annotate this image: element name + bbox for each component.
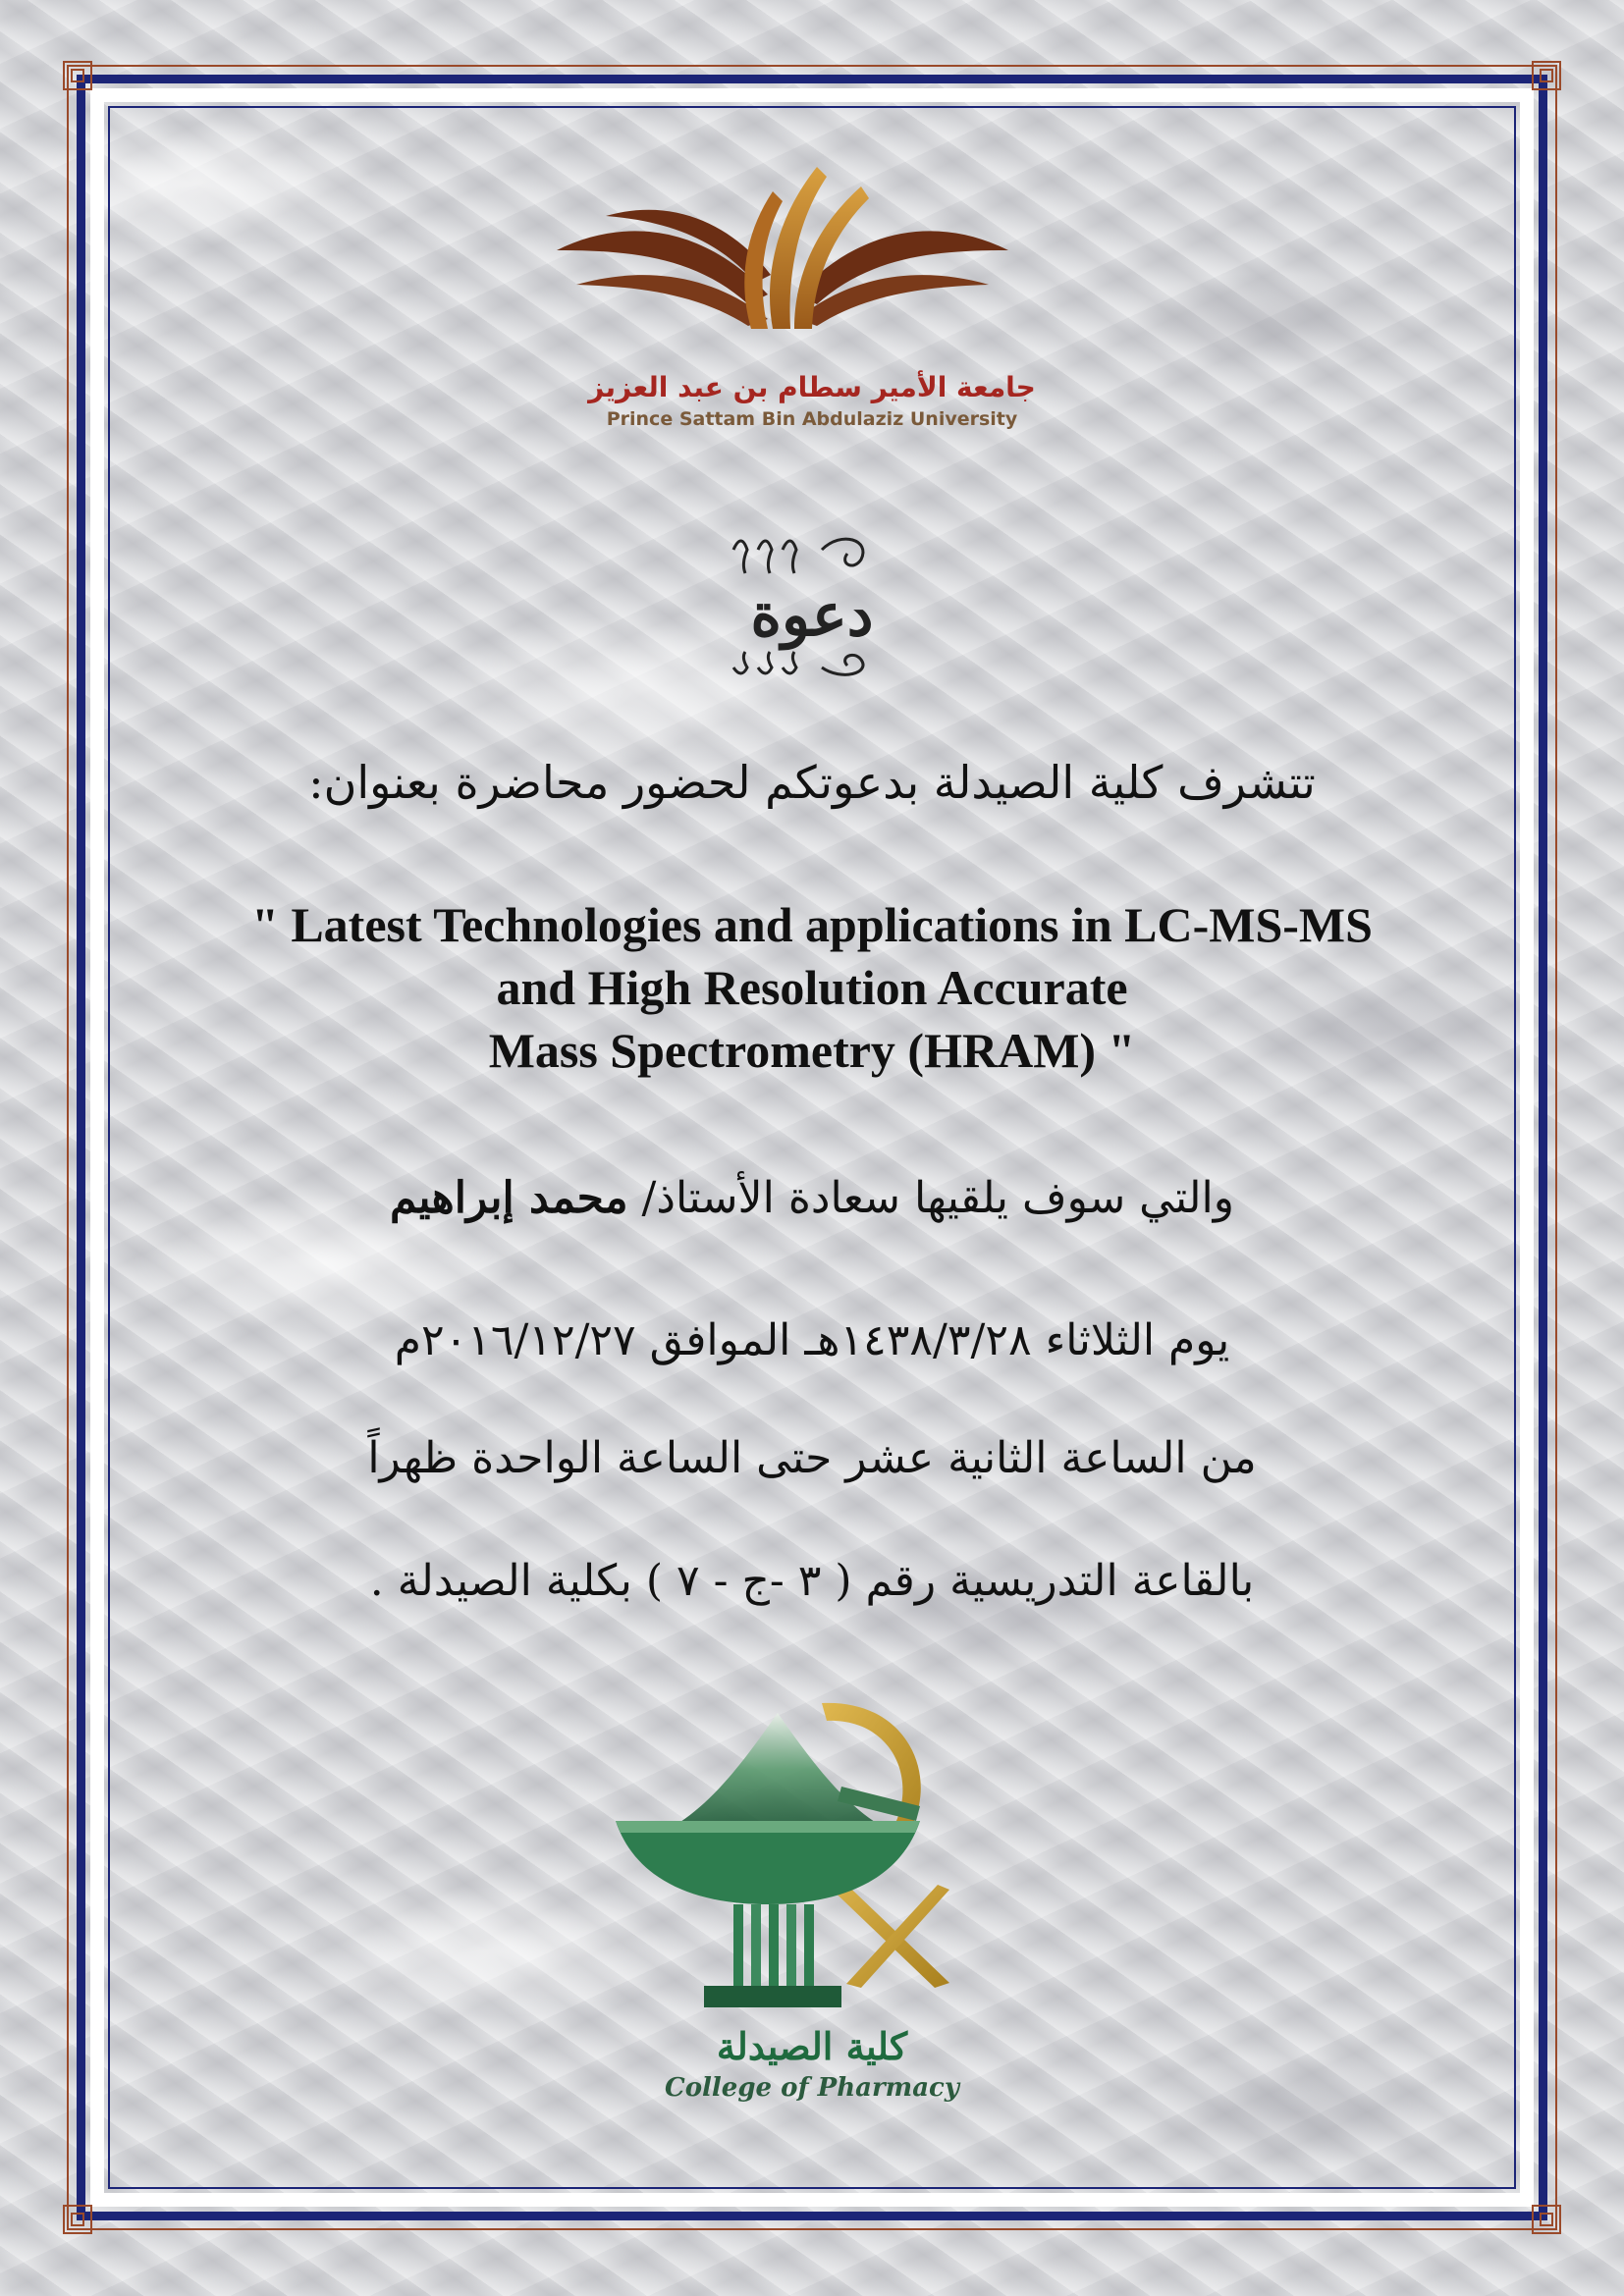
corner-ornament-icon bbox=[63, 2205, 92, 2234]
speaker-name: محمد إبراهيم bbox=[389, 1173, 628, 1223]
date-line: يوم الثلاثاء ١٤٣٨/٣/٢٨هـ الموافق ٢٠١٦/١٢/٢٧م bbox=[394, 1315, 1230, 1365]
corner-ornament-icon bbox=[1532, 2205, 1561, 2234]
university-name-arabic: جامعة الأمير سطام بن عبد العزيز bbox=[588, 371, 1036, 403]
lecture-title-line: " Latest Technologies and applications in LC-MS-MS bbox=[251, 897, 1373, 952]
invitation-heading: دعوة bbox=[750, 581, 874, 650]
time-line: من الساعة الثانية عشر حتى الساعة الواحدة ظهراً bbox=[367, 1433, 1257, 1483]
speaker-line bbox=[147, 1173, 1477, 1223]
university-book-logo-icon bbox=[537, 157, 1028, 358]
mortar-rx-logo-icon bbox=[596, 1693, 1008, 2027]
corner-ornament-icon bbox=[1532, 61, 1561, 90]
lecture-title bbox=[147, 893, 1477, 1082]
venue-line: بالقاعة التدريسية رقم ( ٣ -ج - ٧ ) بكلية الصيدلة . bbox=[369, 1556, 1255, 1606]
college-name-english: College of Pharmacy bbox=[665, 2073, 959, 2103]
lecture-title-line: and High Resolution Accurate bbox=[496, 960, 1128, 1015]
invitation-intro: تتشرف كلية الصيدلة بدعوتكم لحضور محاضرة بعنوان: bbox=[308, 756, 1316, 809]
university-name-english: Prince Sattam Bin Abdulaziz University bbox=[606, 408, 1018, 430]
college-name-arabic: كلية الصيدلة bbox=[716, 2024, 908, 2068]
lecture-title-line: Mass Spectrometry (HRAM) " bbox=[488, 1023, 1136, 1078]
corner-ornament-icon bbox=[63, 61, 92, 90]
speaker-prefix: والتي سوف يلقيها سعادة الأستاذ/ bbox=[641, 1173, 1234, 1223]
